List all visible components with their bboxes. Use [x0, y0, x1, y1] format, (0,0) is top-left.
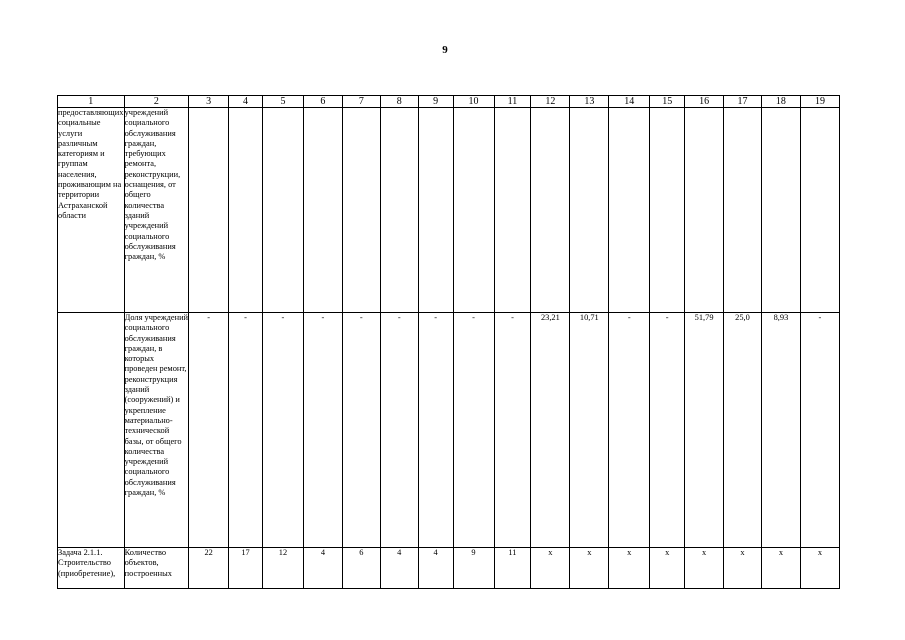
- table-cell: x: [724, 548, 762, 589]
- table-cell: предоставляющих социальные услуги различным категориям и группам населения, проживающим на территории Астраханской области: [58, 108, 125, 313]
- table-cell: [189, 108, 229, 313]
- table-cell: x: [800, 548, 839, 589]
- header-cell: 18: [761, 96, 800, 108]
- table-cell: [303, 108, 342, 313]
- table-cell: [650, 108, 685, 313]
- table-cell: -: [189, 313, 229, 548]
- table-cell: 6: [342, 548, 380, 589]
- table-cell: -: [303, 313, 342, 548]
- table-cell: 25,0: [724, 313, 762, 548]
- table-cell: [124, 548, 189, 589]
- table-cell: 9: [453, 548, 494, 589]
- indicator-label: Количество объектов, построенных: [124, 548, 172, 578]
- header-cell: 5: [262, 96, 303, 108]
- table-cell: Доля учреждений социального обслуживания граждан, в которых проведен ремонт, реконструкция зданий (сооружений) и укрепление материально-технической базы, от общего количества учреждений социального обслуживания граждан, %: [124, 313, 189, 548]
- table-row: [58, 548, 840, 589]
- table-cell: [380, 108, 418, 313]
- header-cell: 10: [453, 96, 494, 108]
- table-cell: [724, 108, 762, 313]
- table-cell: [58, 548, 125, 589]
- table-cell: 4: [303, 548, 342, 589]
- table-cell: [453, 108, 494, 313]
- table-cell: -: [342, 313, 380, 548]
- table-cell: -: [262, 313, 303, 548]
- table-cell: [262, 108, 303, 313]
- table-cell: -: [418, 313, 453, 548]
- table-cell: x: [650, 548, 685, 589]
- header-row: [58, 96, 840, 108]
- table-cell: [342, 108, 380, 313]
- table-cell: x: [609, 548, 650, 589]
- table-cell: x: [570, 548, 609, 589]
- header-cell: 13: [570, 96, 609, 108]
- page-number: 9: [442, 44, 448, 56]
- table-cell: x: [531, 548, 570, 589]
- table-cell: [685, 108, 724, 313]
- table-cell: -: [800, 313, 839, 548]
- table-cell: -: [380, 313, 418, 548]
- table-cell: [761, 108, 800, 313]
- table-cell: 4: [418, 548, 453, 589]
- table-cell: 10,71: [570, 313, 609, 548]
- table-cell: x: [685, 548, 724, 589]
- header-cell: 1: [58, 96, 125, 108]
- header-cell: 12: [531, 96, 570, 108]
- header-cell: 16: [685, 96, 724, 108]
- table-cell: 17: [229, 548, 263, 589]
- header-cell: 7: [342, 96, 380, 108]
- table-cell: 11: [494, 548, 531, 589]
- table-cell: 8,93: [761, 313, 800, 548]
- header-cell: 3: [189, 96, 229, 108]
- table-cell: 12: [262, 548, 303, 589]
- header-cell: 8: [380, 96, 418, 108]
- header-cell: 17: [724, 96, 762, 108]
- table-cell: [531, 108, 570, 313]
- table-cell: [570, 108, 609, 313]
- header-cell: 19: [800, 96, 839, 108]
- table-cell: 51,79: [685, 313, 724, 548]
- table-row: [58, 108, 840, 313]
- table-cell: 23,21: [531, 313, 570, 548]
- table-cell: [58, 313, 125, 548]
- table-cell: [494, 108, 531, 313]
- header-cell: 11: [494, 96, 531, 108]
- table-cell: 4: [380, 548, 418, 589]
- table-cell: x: [761, 548, 800, 589]
- header-cell: 9: [418, 96, 453, 108]
- data-table: [57, 95, 840, 589]
- table-cell: -: [494, 313, 531, 548]
- table-cell: -: [229, 313, 263, 548]
- table-cell: [800, 108, 839, 313]
- table-row: [58, 313, 840, 548]
- table-cell: -: [609, 313, 650, 548]
- header-cell: 15: [650, 96, 685, 108]
- table-cell: [609, 108, 650, 313]
- header-cell: 2: [124, 96, 189, 108]
- table-cell: -: [650, 313, 685, 548]
- header-cell: 4: [229, 96, 263, 108]
- task-label: Задача 2.1.1. Строительство (приобретение),: [58, 548, 116, 578]
- table-cell: учреждений социального обслуживания граждан, требующих ремонта, реконструкции, оснащения, от общего количества зданий учреждений социального обслуживания граждан, %: [124, 108, 189, 313]
- header-cell: 14: [609, 96, 650, 108]
- table-cell: [418, 108, 453, 313]
- table-cell: -: [453, 313, 494, 548]
- header-cell: 6: [303, 96, 342, 108]
- table-cell: [229, 108, 263, 313]
- table-cell: 22: [189, 548, 229, 589]
